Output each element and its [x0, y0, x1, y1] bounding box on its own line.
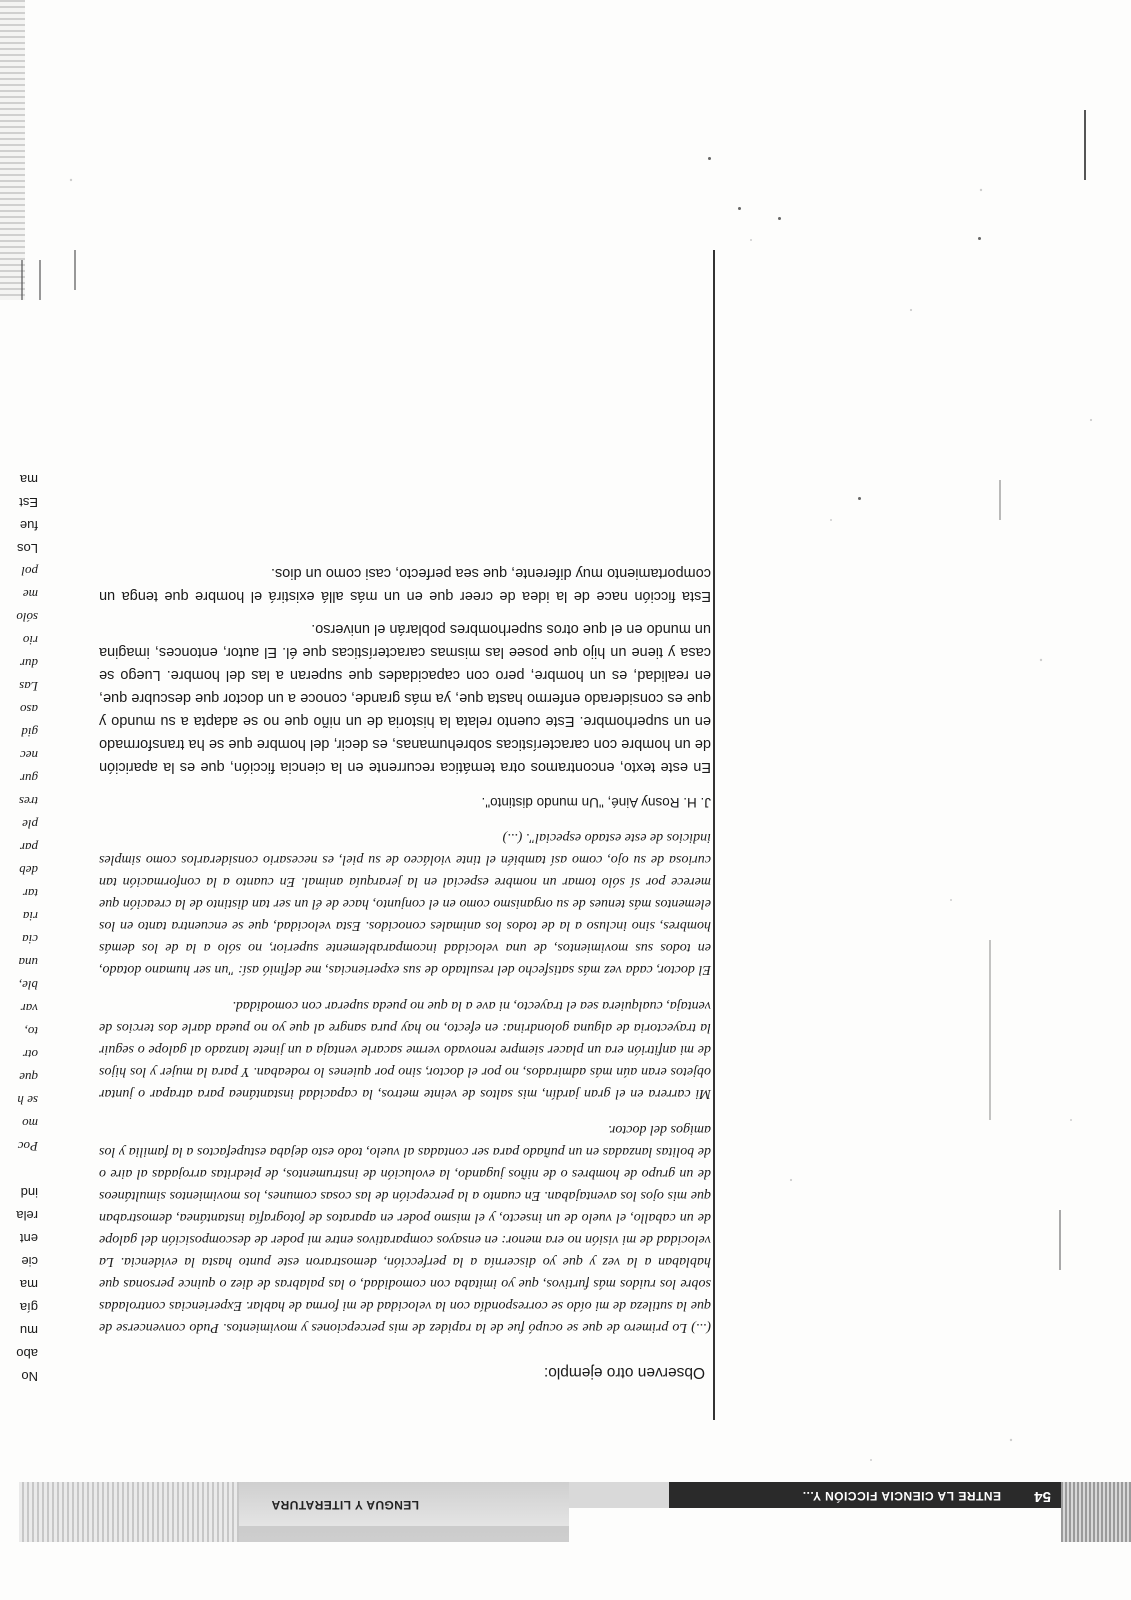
fragment-text: tar	[22, 886, 38, 901]
scan-speck	[858, 497, 861, 500]
fragment-text: fue	[19, 518, 38, 533]
scan-mark	[21, 260, 23, 300]
fragment-text: rela	[16, 1208, 38, 1223]
fragment-text: Est	[19, 495, 38, 510]
fragment-text: gía	[19, 1300, 38, 1315]
fragment-text: sólo	[16, 610, 38, 625]
fragment-text: una	[18, 955, 38, 970]
fragment-text: to,	[24, 1024, 38, 1039]
fragment-text: par	[19, 840, 38, 855]
fragment-text: ma	[19, 1277, 38, 1292]
scan-mark	[1059, 1210, 1061, 1270]
scan-speck	[778, 217, 781, 220]
fragment-text: Poc	[17, 1139, 38, 1154]
scan-speck	[978, 237, 981, 240]
page-number: 54	[1034, 1488, 1051, 1505]
fragment-text: No	[21, 1369, 38, 1384]
book-title: LENGUA Y LITERATURA	[271, 1498, 419, 1512]
text-column	[99, 551, 711, 1384]
fragment-gap	[0, 1158, 38, 1181]
fragment-text: cie	[21, 1254, 38, 1269]
scan-speck	[738, 207, 741, 210]
quote-paragraph: (...) Lo primero de que se ocupó fue de la rapidez de mis percepciones y movimientos. Pudo convencerse de que la sutileza de mi oído se correspondía con la velocidad de mi forma de hablar. Experiencias controladas sobre los ruidos más furtivos, que yo imitaba con comodidad, o las palabras de diez o quince personas que hablaban a la vez y que yo discernía a la perfección, demostraron este punto hasta la evidencia. La velocidad de mi visión no era menor: en ensayos comparativos entre mi poder de descomposición del galope de un caballo, el vuelo de un insecto, y el mismo poder en aparatos de fotografía instantánea, demostraban que mis ojos los aventajaban. En cuanto a la percepción de las cosas comunes, los movimientos simultáneos de un grupo de hombres o de niños jugando, la evolución de instrumentos, de piedritas arrojadas al aire o de bolitas lanzadas en un puñado para ser contadas al vuelo, todo esto dejaba estupefactos a la familia y los amigos del doctor.	[99, 1122, 711, 1335]
fragment-text: cia	[22, 932, 38, 947]
fragment-text: ble,	[18, 978, 38, 993]
scan-speck	[708, 157, 711, 160]
scan-mark	[999, 480, 1001, 520]
fragment-text: deb	[19, 863, 38, 878]
fragment-text: ent	[19, 1231, 38, 1246]
section-title: ENTRE LA CIENCIA FICCIÓN Y...	[802, 1489, 1001, 1503]
fragment-text: me	[22, 587, 38, 602]
fragment-text: otr	[22, 1047, 38, 1062]
scan-mark	[74, 250, 76, 290]
quote-paragraph: Mi carrera en el gran jardín, mis saltos de veinte metros, la capacidad instantánea para atrapar o juntar objetos eran aún más admirados, no por el doctor, sino por quienes lo rodeaban. Y para la mujer y los hijos de mi anfitrión era un placer siempre renovado verme sacarle ventaja a un jinete lanzado al galope o seguir la trayectoria de alguna golondrina: en efecto, no hay pura sangre al que yo no pueda darle dos tercios de ventaja, cualquiera sea el trayecto, ni ave a la que no pueda superar con comodidad.	[99, 998, 711, 1101]
fragment-text: gur	[19, 771, 38, 786]
scan-mark	[39, 260, 41, 300]
scan-edge-strip	[0, 0, 25, 300]
fragment-text: nec	[19, 748, 38, 763]
fragment-text: aso	[19, 702, 38, 717]
fragment-text: mo	[22, 1116, 38, 1131]
fragment-text: ria	[22, 909, 38, 924]
header-left-strip	[1061, 1482, 1131, 1542]
neighbour-page-fragment	[0, 468, 38, 1388]
fragment-text: ple	[22, 817, 38, 832]
fragment-text: pol	[21, 564, 38, 579]
fragment-text: gid	[21, 725, 38, 740]
fragment-text: Las	[19, 679, 38, 694]
body-paragraph: Esta ficción nace de la idea de creer que en un más allá existirá el hombre que tenga un comportamiento muy diferente, que sea perfecto, casi como un dios.	[99, 565, 711, 604]
fragment-text: ind	[20, 1185, 38, 1200]
fragment-text: se h	[17, 1093, 38, 1108]
quote-paragraph: El doctor, cada vez más satisfecho del resultado de sus experiencias, me definió así: "un ser humano dotado, en todos sus movimientos, de una velocidad incomparablemente superior, no sólo a la de los demás hombres, sino incluso a la de todos los animales conocidos. Esta velocidad, que se encuentra tanto en los elementos más tenues de su organismo como en el conjunto, hace de él un ser tan distinto de la creación que merece por sí sólo tomar un nombre especial en la jerarquía animal. En cuanto a la conformación tan curiosa de su ojo, como así también el tinte violáceo de su piel, es necesario considerarlos como simples indicios de este estado especial". (...)	[99, 830, 711, 977]
body-paragraph: En este texto, encontramos otra temática recurrente en la ciencia ficción, que es la aparición de un hombre con características sobrehumanas, es decir, del hombre que se ha transformado en un superhombre. Este cuento relata la historia de un niño que no se adapta a su mundo y que es considerado enfermo hasta que, ya más grande, conoce a un doctor que descubre que, en realidad, es un hombre, pero con capacidades que superan a las del hombre. Luego se casa y tiene un hijo que posee las mismas características que él. El autor, entonces, imagina un mundo en el que otros superhombres poblarán el universo.	[99, 621, 711, 775]
column-rule	[713, 250, 715, 1420]
fragment-text: var	[20, 1001, 38, 1016]
fragment-text: Los	[17, 541, 38, 556]
fragment-text: ma	[19, 472, 38, 487]
fragment-text: abo	[16, 1346, 38, 1361]
fragment-text: rio	[22, 633, 38, 648]
fragment-text: mu	[19, 1323, 38, 1338]
scan-mark	[989, 940, 991, 1120]
fragment-text: dur	[19, 656, 38, 671]
quote-citation: J. H. Rosny Ainé, "Un mundo distinto".	[481, 795, 711, 810]
fragment-text: que	[19, 1070, 38, 1085]
fragment-text: tres	[18, 794, 38, 809]
header-dot-strip	[239, 1526, 569, 1542]
scan-mark	[1084, 110, 1086, 180]
intro-text: Observen otro ejemplo:	[543, 1364, 705, 1381]
header-right-strip	[19, 1482, 239, 1542]
